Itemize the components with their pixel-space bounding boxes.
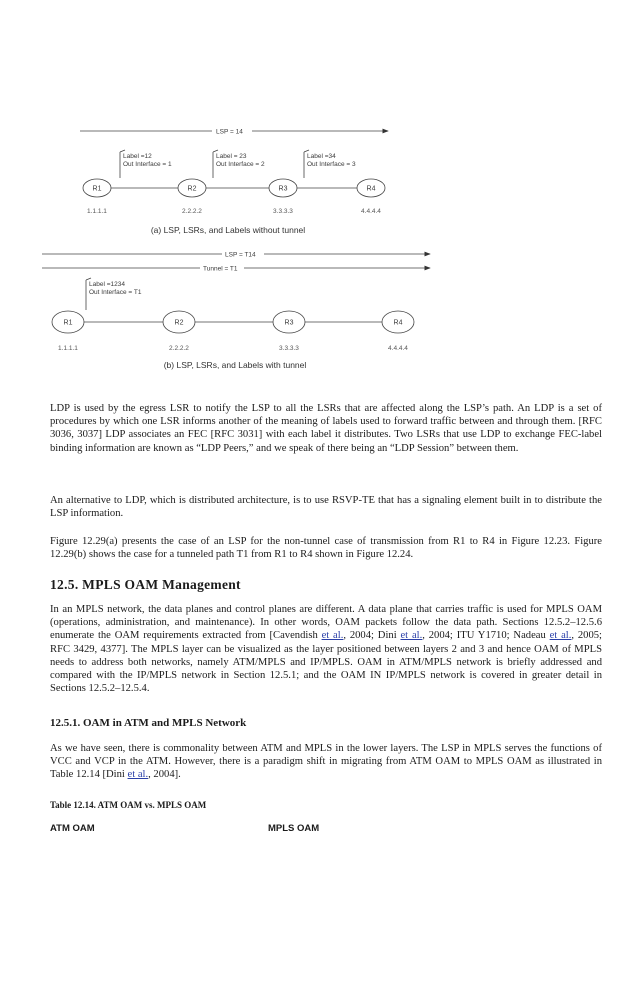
ip-address: 1.1.1.1 xyxy=(87,208,107,215)
subsection-title: 12.5.1. OAM in ATM and MPLS Network xyxy=(50,717,247,729)
router-label: R3 xyxy=(284,319,294,327)
ip-address: 4.4.4.4 xyxy=(361,208,381,215)
paragraph-ldp: LDP is used by the egress LSR to notify the LSP to all the LSRs that are affected along the LSP’s path. An LDP is a set of procedures by which one LSR informs another of the meaning of labels used to forward traffic between and through them. [RFC 3036, 3037] LDP associates an FEC [RFC 3031] with each label it distributes. Two LSRs that use LDP to exchange FEC-label binding information are known as “LDP Peers,” and we speak of there being an “LDP Session” between them. xyxy=(50,403,602,454)
svg-text:Out Interface = 3: Out Interface = 3 xyxy=(307,161,356,168)
svg-text:Label = 23: Label = 23 xyxy=(216,153,247,160)
router-label: R2 xyxy=(174,319,184,327)
label-box xyxy=(86,278,142,310)
figure-a-caption: (a) LSP, LSRs, and Labels without tunnel xyxy=(150,225,306,235)
label-box xyxy=(120,150,172,178)
tunnel-label: Tunnel = T1 xyxy=(203,265,238,273)
paragraph-oam-intro: In an MPLS network, the data planes and control planes are different. A data plane that carries traffic is used for MPLS OAM (operations, administration, and maintenance). In other words, OAM packets follow the data path. Sections 12.5.2–12.5.6 enumerate the OAM requirements extracted from [Cavendish et al., 2004; Dini et al., 2004; ITU Y1710; Nadeau et al., 2005; RFC 3429, 4377]. The MPLS layer can be visualized as the layer positioned between layers 2 and 3 and hence OAM of MPLS needs to address both networks, namely ATM/MPLS and IP/MPLS. OAM in ATM/MPLS network is briefly addressed and compared with the IP/MPLS network in Section 12.5.1; and the OAM IN IP/MPLS network is covered in greater detail in Sections 12.5.2–12.5.4. xyxy=(50,604,603,695)
router-label: R4 xyxy=(393,319,403,327)
svg-text:Label =34: Label =34 xyxy=(307,153,336,160)
paragraph-rsvp-te: An alternative to LDP, which is distributed architecture, is to use RSVP-TE that has a signaling element built in to distribute the LSP information. xyxy=(50,495,602,520)
citation-link[interactable]: et al. xyxy=(127,769,149,781)
svg-text:Label =1234: Label =1234 xyxy=(89,281,125,288)
router-label: R1 xyxy=(63,319,73,327)
svg-text:Label =12: Label =12 xyxy=(123,153,152,160)
svg-text:Out Interface = 2: Out Interface = 2 xyxy=(216,161,265,168)
router-label: R4 xyxy=(366,185,376,193)
label-box xyxy=(304,150,356,178)
ip-address: 3.3.3.3 xyxy=(273,208,293,215)
citation-link[interactable]: et al. xyxy=(321,630,344,642)
table-column-header: MPLS OAM xyxy=(268,823,320,834)
citation-link[interactable]: et al. xyxy=(400,630,423,642)
figure-12-29 xyxy=(0,0,638,380)
lsp-label: LSP = T14 xyxy=(225,251,256,259)
ip-address: 1.1.1.1 xyxy=(58,345,78,352)
table-column-header: ATM OAM xyxy=(50,823,95,834)
figure-b xyxy=(42,252,430,371)
section-title: 12.5. MPLS OAM Management xyxy=(50,577,241,592)
router-label: R2 xyxy=(187,185,197,193)
paragraph-atm-mpls: As we have seen, there is commonality between ATM and MPLS in the lower layers. The LSP in MPLS serves the functions of VCC and VCP in the ATM. However, there is a paradigm shift in migrating from ATM OAM to MPLS OAM as illustrated in Table 12.14 [Dini et al., 2004]. xyxy=(50,743,602,781)
lsp-label: LSP = 14 xyxy=(216,128,243,136)
figure-a xyxy=(80,129,388,236)
paragraph-figure-ref: Figure 12.29(a) presents the case of an LSP for the non-tunnel case of transmission from R1 to R4 in Figure 12.23. Figure 12.29(b) shows the case for a tunneled path T1 from R1 to R4 shown in Figure 12.24. xyxy=(50,536,602,561)
ip-address: 3.3.3.3 xyxy=(279,345,299,352)
router-label: R3 xyxy=(278,185,288,193)
ip-address: 2.2.2.2 xyxy=(169,345,189,352)
label-box xyxy=(213,150,265,178)
svg-text:Out Interface = 1: Out Interface = 1 xyxy=(123,161,172,168)
citation-link[interactable]: et al. xyxy=(549,630,572,642)
ip-address: 2.2.2.2 xyxy=(182,208,202,215)
table-caption: Table 12.14. ATM OAM vs. MPLS OAM xyxy=(50,800,207,810)
router-label: R1 xyxy=(92,185,102,193)
ip-address: 4.4.4.4 xyxy=(388,345,408,352)
svg-text:Out Interface = T1: Out Interface = T1 xyxy=(89,289,142,296)
figure-b-caption: (b) LSP, LSRs, and Labels with tunnel xyxy=(163,360,307,370)
